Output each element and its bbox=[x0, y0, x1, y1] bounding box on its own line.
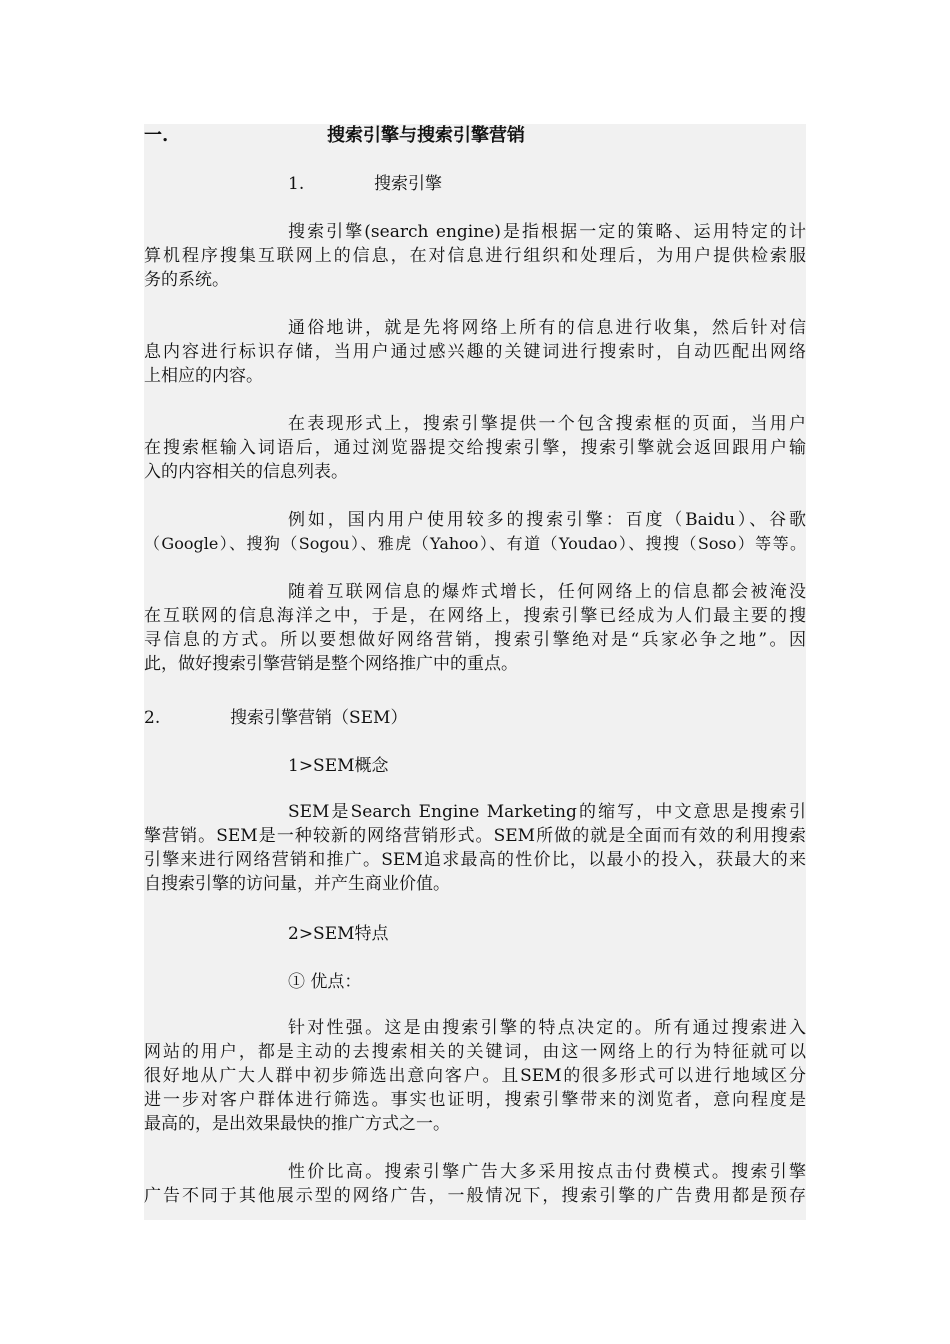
heading-title: 搜索引擎与搜索引擎营销 bbox=[327, 125, 525, 146]
paragraph-line: 入的内容相关的信息列表。 bbox=[144, 462, 348, 482]
paragraph-line: 性价比高。搜索引擎广告大多采用按点击付费模式。搜索引擎 bbox=[288, 1162, 806, 1182]
paragraph-line: 寻信息的方式。所以要想做好网络营销，搜索引擎绝对是“兵家必争之地”。因 bbox=[144, 630, 806, 650]
document-page bbox=[144, 124, 806, 1220]
paragraph-line: 随着互联网信息的爆炸式增长，任何网络上的信息都会被淹没 bbox=[288, 582, 806, 602]
paragraph-line: 自搜索引擎的访问量，并产生商业价值。 bbox=[144, 874, 450, 894]
subsection-title: 1>SEM概念 bbox=[288, 756, 389, 776]
paragraph-line: 务的系统。 bbox=[144, 270, 229, 290]
paragraph-line: 搜索引擎(search engine)是指根据一定的策略、运用特定的计 bbox=[288, 222, 806, 242]
paragraph-line: 此，做好搜索引擎营销是整个网络推广中的重点。 bbox=[144, 654, 518, 674]
paragraph-line: （Google）、搜狗（Sogou）、雅虎（Yahoo）、有道（Youdao）、搜搜（Soso）等等。 bbox=[144, 534, 806, 553]
paragraph-line: 在搜索框输入词语后，通过浏览器提交给搜索引擎，搜索引擎就会返回跟用户输 bbox=[144, 438, 806, 458]
paragraph-line: 算机程序搜集互联网上的信息，在对信息进行组织和处理后，为用户提供检索服 bbox=[144, 246, 806, 266]
subsection-title: ① 优点： bbox=[288, 972, 362, 992]
section1-number: 1. bbox=[288, 174, 305, 194]
paragraph-line: 进一步对客户群体进行筛选。事实也证明，搜索引擎带来的浏览者，意向程度是 bbox=[144, 1090, 806, 1110]
subsection-title: 2>SEM特点 bbox=[288, 924, 389, 944]
paragraph-line: 广告不同于其他展示型的网络广告，一般情况下，搜索引擎的广告费用都是预存 bbox=[144, 1186, 806, 1206]
paragraph-line: SEM是Search Engine Marketing的缩写，中文意思是搜索引 bbox=[288, 802, 806, 822]
paragraph-line: 引擎来进行网络营销和推广。SEM追求最高的性价比，以最小的投入，获最大的来 bbox=[144, 850, 806, 870]
paragraph-line: 擎营销。SEM是一种较新的网络营销形式。SEM所做的就是全面而有效的利用搜索 bbox=[144, 826, 806, 846]
paragraph-line: 在表现形式上，搜索引擎提供一个包含搜索框的页面，当用户 bbox=[288, 414, 806, 434]
heading-number: 一. bbox=[144, 125, 169, 146]
paragraph-line: 通俗地讲，就是先将网络上所有的信息进行收集，然后针对信 bbox=[288, 318, 806, 338]
paragraph-line: 针对性强。这是由搜索引擎的特点决定的。所有通过搜索进入 bbox=[288, 1018, 806, 1038]
paragraph-line: 息内容进行标识存储，当用户通过感兴趣的关键词进行搜索时，自动匹配出网络 bbox=[144, 342, 806, 362]
paragraph-line: 上相应的内容。 bbox=[144, 366, 263, 386]
paragraph-line: 很好地从广大人群中初步筛选出意向客户。且SEM的很多形式可以进行地域区分 bbox=[144, 1066, 806, 1086]
section2-number: 2. bbox=[144, 708, 161, 728]
section1-title: 搜索引擎 bbox=[374, 174, 442, 194]
paragraph-line: 在互联网的信息海洋之中，于是，在网络上，搜索引擎已经成为人们最主要的搜 bbox=[144, 606, 806, 626]
paragraph-line: 最高的，是出效果最快的推广方式之一。 bbox=[144, 1114, 450, 1134]
section2-title: 搜索引擎营销（SEM） bbox=[230, 708, 408, 728]
paragraph-line: 例如，国内用户使用较多的搜索引擎：百度（Baidu）、谷歌 bbox=[288, 510, 806, 530]
paragraph-line: 网站的用户，都是主动的去搜索相关的关键词，由这一网络上的行为特征就可以 bbox=[144, 1042, 806, 1062]
